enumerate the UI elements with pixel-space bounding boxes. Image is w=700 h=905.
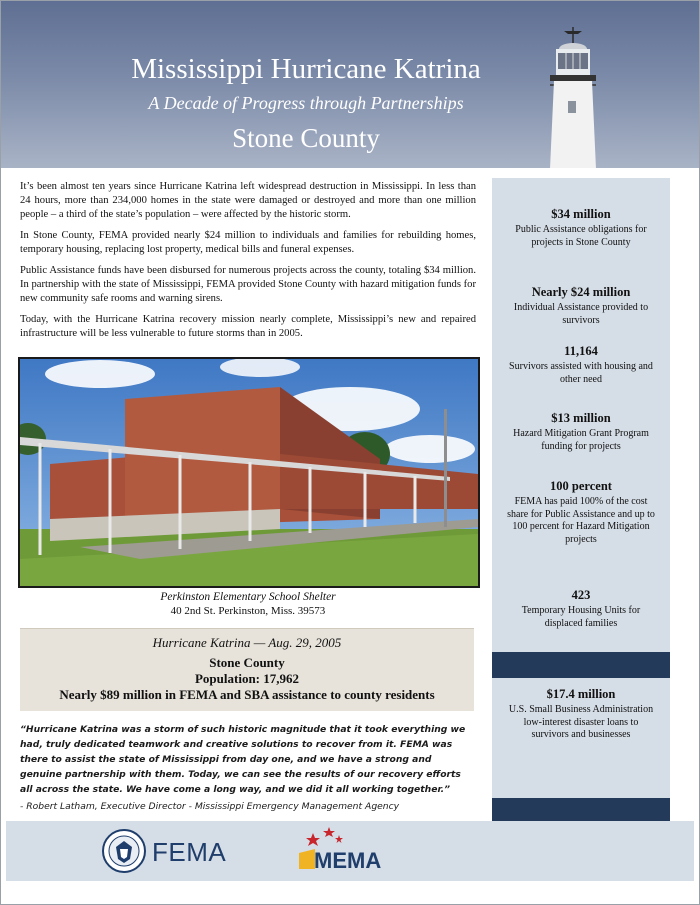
stat-description: Survivors assisted with housing and other need xyxy=(509,361,653,385)
intro-paragraph-2: In Stone County, FEMA provided nearly $24 million to individuals and families for rebuilding homes, temporary housing, replacing lost property, medical bills and funeral expenses. xyxy=(20,230,476,255)
stat-item xyxy=(492,344,670,386)
intro-text xyxy=(20,180,476,348)
intro-paragraph-1: It’s been almost ten years since Hurricane Katrina left widespread destruction in Mississippi. In less than 24 hours, more than 234,000 homes in the state were damaged or destroyed and more than one million people – a third of the state’s population – were affected by the historic storm. xyxy=(20,181,476,220)
stat-item xyxy=(492,411,670,453)
stat-description: Individual Assistance provided to survivors xyxy=(513,302,649,326)
stat-description: U.S. Small Business Administration low-interest disaster loans to survivors and businesses xyxy=(508,704,654,740)
dhs-seal-icon xyxy=(102,829,146,873)
stat-value: $13 million xyxy=(551,411,611,425)
school-building-image xyxy=(20,359,478,586)
info-box-title: Hurricane Katrina — Aug. 29, 2005 xyxy=(152,635,342,650)
intro-paragraph-3: Public Assistance funds have been disbursed for numerous projects across the county, totaling $34 million. In partnership with the state of Mississippi, FEMA provided Stone County with hazard mitigation funds for new community safe rooms and warning sirens. xyxy=(20,265,476,304)
stat-item xyxy=(492,285,670,327)
stats-sidebar xyxy=(492,178,670,652)
stat-description: FEMA has paid 100% of the cost share for Public Assistance and up to 100 percent for Hazard Mitigation projects xyxy=(507,496,655,545)
stat-item xyxy=(492,479,670,546)
mema-logo-text: MEMA xyxy=(314,848,382,873)
stat-value: Nearly $24 million xyxy=(531,285,631,299)
stat-item xyxy=(492,207,670,249)
stat-description: Temporary Housing Units for displaced families xyxy=(521,605,641,629)
intro-paragraph-4: Today, with the Hurricane Katrina recovery mission nearly complete, Mississippi’s new and repaired infrastructure will be less vulnerable to future storms than in 2005. xyxy=(20,314,476,339)
stat-value: 100 percent xyxy=(550,479,612,493)
header-banner xyxy=(1,1,699,168)
sidebar-bottom-band xyxy=(492,798,670,822)
stat-description: Hazard Mitigation Grant Program funding for projects xyxy=(513,428,649,452)
stats-sidebar-lower xyxy=(492,678,670,798)
page-subtitle: A Decade of Progress through Partnerships xyxy=(148,93,464,113)
quote-attribution: - Robert Latham, Executive Director - Mississippi Emergency Management Agency xyxy=(20,801,400,812)
stat-value: 423 xyxy=(571,588,591,602)
county-info-box xyxy=(20,628,474,711)
stat-value: $34 million xyxy=(551,207,611,221)
school-shelter-photo xyxy=(18,357,480,588)
stat-description: Public Assistance obligations for projects in Stone County xyxy=(515,224,647,248)
sidebar-divider-band xyxy=(492,652,670,678)
photo-address: 40 2nd St. Perkinston, Miss. 39573 xyxy=(170,605,326,617)
county-heading: Stone County xyxy=(232,123,380,153)
page-title: Mississippi Hurricane Katrina xyxy=(131,53,481,85)
fema-logo: FEMA xyxy=(152,837,227,867)
info-box-population: Population: 17,962 xyxy=(194,671,299,686)
mema-logo-icon xyxy=(295,823,395,873)
stat-value: 11,164 xyxy=(564,344,598,358)
info-box-county: Stone County xyxy=(209,655,285,670)
photo-caption: Perkinston Elementary School Shelter xyxy=(160,591,336,603)
stat-value: $17.4 million xyxy=(546,687,616,701)
info-box-assistance: Nearly $89 million in FEMA and SBA assistance to county residents xyxy=(59,687,435,702)
stat-item xyxy=(492,588,670,630)
director-quote: “Hurricane Katrina was a storm of such historic magnitude that it took everything we had, truly dedicated teamwork and creative solutions to recover from it. FEMA was there to assist the state of Mississippi from day one, and we have a strong and genuine partnership with them. Today, we can see the results of our recovery efforts all across the state. We have come a long way, and we did it all working together.” xyxy=(20,724,466,795)
stat-item xyxy=(492,687,670,742)
